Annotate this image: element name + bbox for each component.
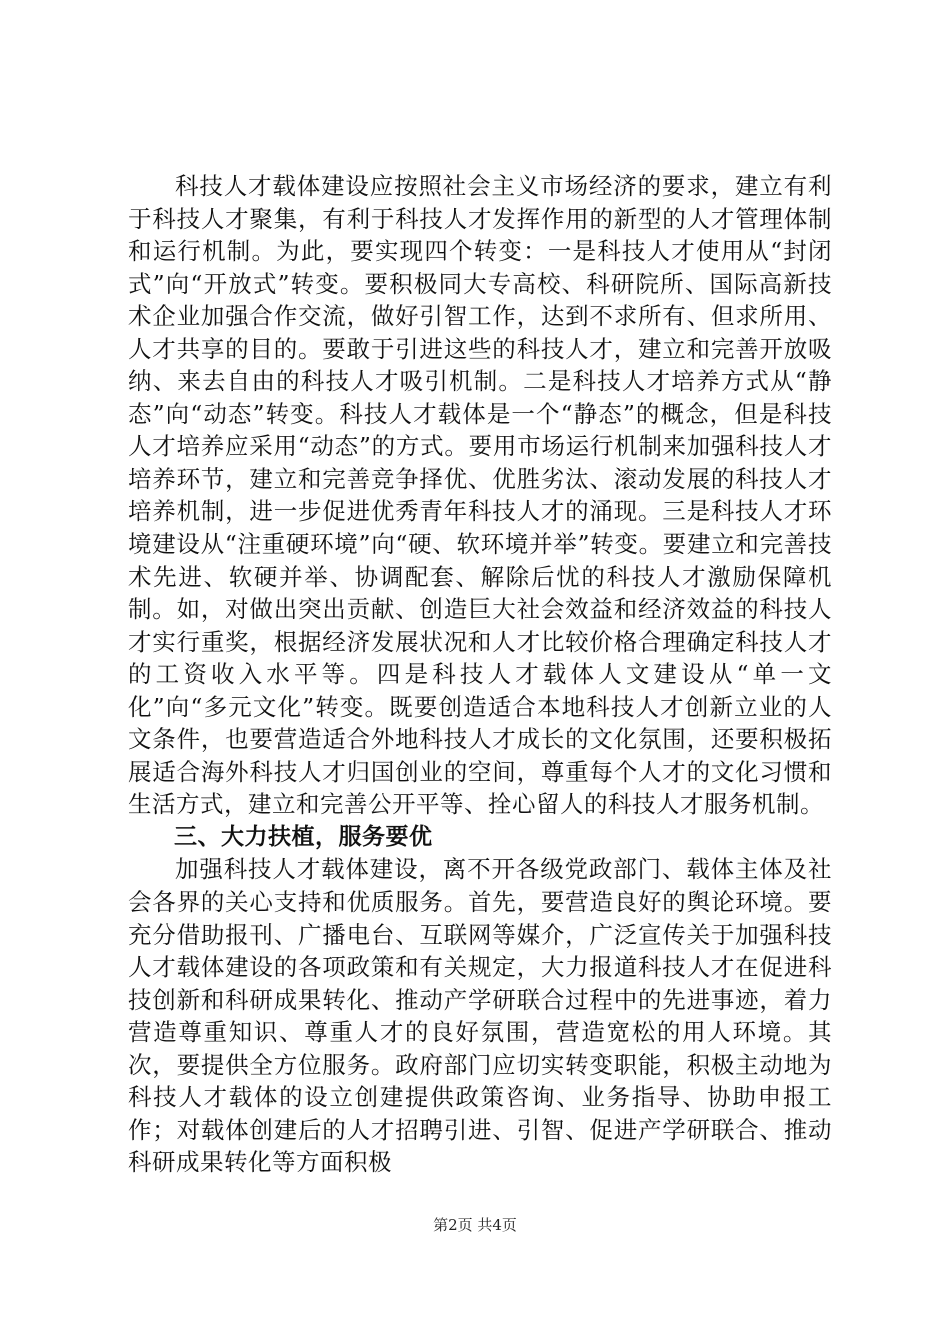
page-footer: 第2页 共4页 [433, 1216, 517, 1234]
document-body [128, 170, 832, 1179]
section-heading: 三、大力扶植，服务要优 [174, 823, 433, 850]
body-paragraph-1: 科技人才载体建设应按照社会主义市场经济的要求，建立有利于科技人才聚集，有利于科技人才发挥作用的新型的人才管理体制和运行机制。为此，要实现四个转变：一是科技人才使用从“封闭式”向“开放式”转变。要积极同大专高校、科研院所、国际高新技术企业加强合作交流，做好引智工作，达到不求所有、但求所用、人才共享的目的。要敢于引进这些的科技人才，建立和完善开放吸纳、来去自由的科技人才吸引机制。二是科技人才培养方式从“静态”向“动态”转变。科技人才载体是一个“静态”的概念，但是科技人才培养应采用“动态”的方式。要用市场运行机制来加强科技人才培养环节，建立和完善竞争择优、优胜劣汰、滚动发展的科技人才培养机制，进一步促进优秀青年科技人才的涌现。三是科技人才环境建设从“注重硬环境”向“硬、软环境并举”转变。要建立和完善技术先进、软硬并举、协调配套、解除后忧的科技人才激励保障机制。如，对做出突出贡献、创造巨大社会效益和经济效益的科技人才实行重奖，根据经济发展状况和人才比较价格合理确定科技人才的工资收入水平等。四是科技人才载体人文建设从“单一文化”向“多元文化”转变。既要创造适合本地科技人才创新立业的人文条件，也要营造适合外地科技人才成长的文化氛围，还要积极拓展适合海外科技人才归国创业的空间，尊重每个人才的文化习惯和生活方式，建立和完善公开平等、拴心留人的科技人才服务机制。 [128, 172, 832, 819]
body-paragraph-2: 加强科技人才载体建设，离不开各级党政部门、载体主体及社会各界的关心支持和优质服务。首先，要营造良好的舆论环境。要充分借助报刊、广播电台、互联网等媒介，广泛宣传关于加强科技人才载体建设的各项政策和有关规定，大力报道科技人才在促进科技创新和科研成果转化、推动产学研联合过程中的先进事迹，着力营造尊重知识、尊重人才的良好氛围，营造宽松的用人环境。其次，要提供全方位服务。政府部门应切实转变职能，积极主动地为科技人才载体的设立创建提供政策咨询、业务指导、协助申报工作；对载体创建后的人才招聘引进、引智、促进产学研联合、推动科研成果转化等方面积极 [128, 855, 832, 1177]
